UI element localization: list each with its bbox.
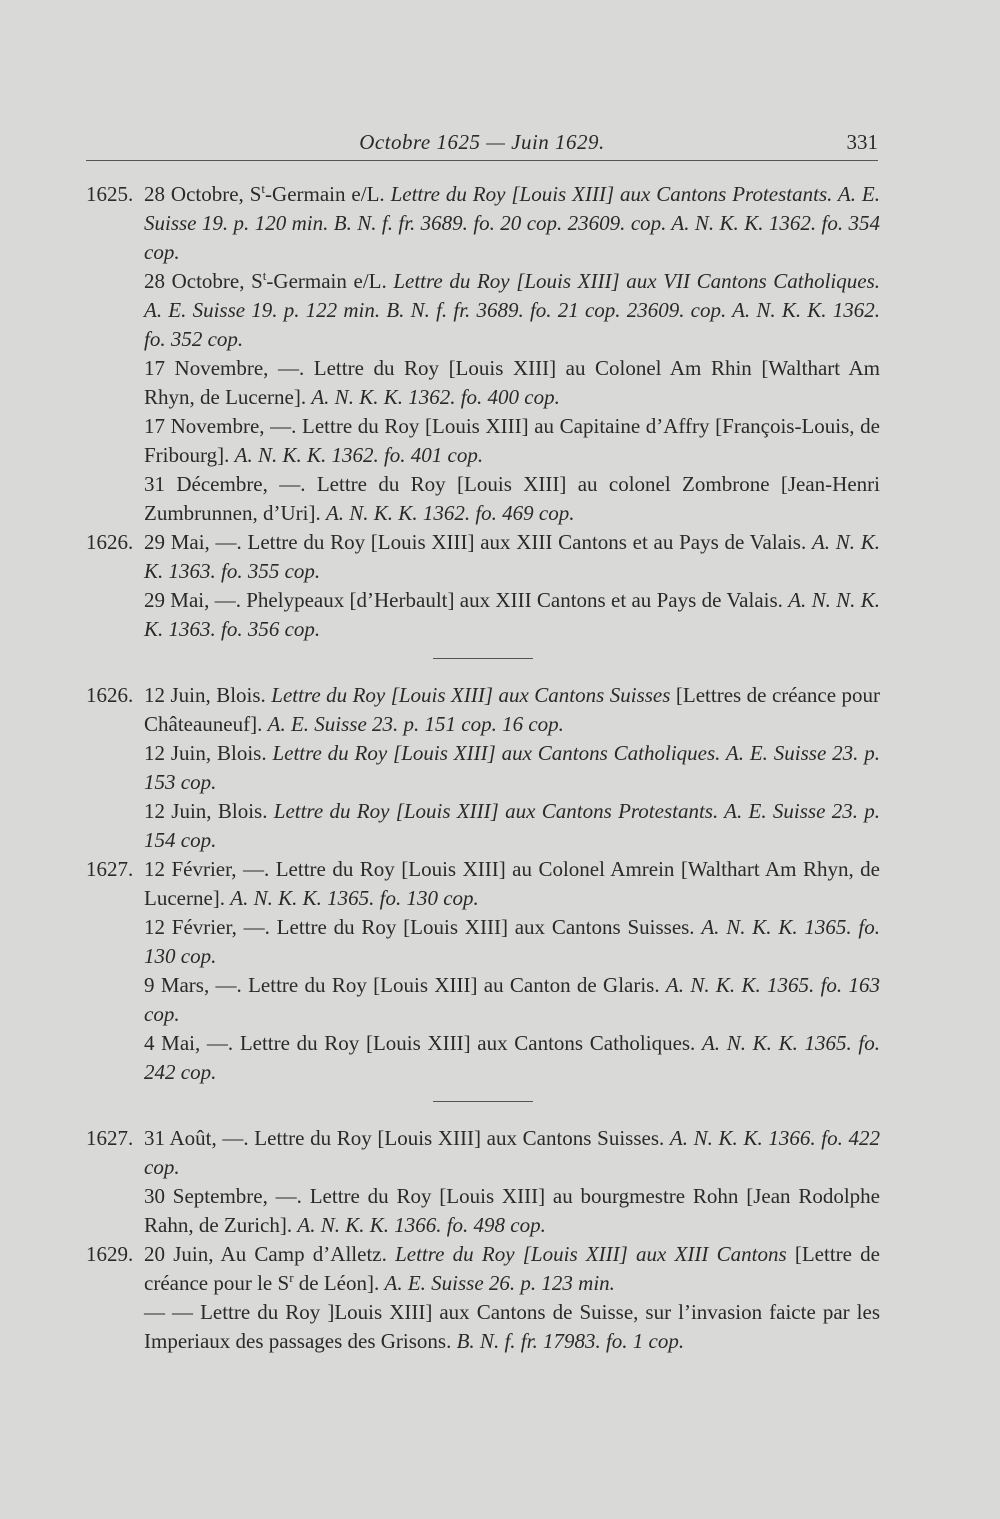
list-item: 1627. 12 Février, —. Lettre du Roy [Louis XIII] au Colonel Amrein [Walthart Am Rhyn, de Lucerne]. A. N. K. K. 1365. fo. 130 cop. [86,857,880,910]
list-item: 28 Octobre, $S^t$-Germain e/L. Lettre du Roy [Louis XIII] aux VII Cantons Catholiques. A. E. Suisse 19. p. 122 min. B. N. f. fr. 3689. fo. 21 cop. 23609. cop. A. N. K. K. 1362. fo. 352 cop. [144,268,880,351]
section-divider [433,1101,533,1102]
list-item: 9 Mars, —. Lettre du Roy [Louis XIII] au Canton de Glaris. A. N. K. K. 1365. fo. 163 cop. [144,973,880,1026]
list-item: 1627. 31 Août, —. Lettre du Roy [Louis XIII] aux Cantons Suisses. A. N. K. K. 1366. fo. 422 cop. [86,1126,880,1179]
header-title: Octobre 1625 — Juin 1629. [359,130,605,154]
header-rule [86,160,878,161]
list-item: 29 Mai, —. Phelypeaux [d’Herbault] aux XIII Cantons et au Pays de Valais. A. N. N. K. K. 1363. fo. 356 cop. [144,588,880,641]
list-item: 4 Mai, —. Lettre du Roy [Louis XIII] aux Cantons Catholiques. A. N. K. K. 1365. fo. 242 cop. [144,1031,880,1084]
list-item: 12 Février, —. Lettre du Roy [Louis XIII] aux Cantons Suisses. A. N. K. K. 1365. fo. 130 cop. [144,915,880,968]
list-item: 17 Novembre, —. Lettre du Roy [Louis XIII] au Capitaine d’Affry [François-Louis, de Fribourg]. A. N. K. K. 1362. fo. 401 cop. [144,414,880,467]
list-item: 1626. 12 Juin, Blois. Lettre du Roy [Louis XIII] aux Cantons Suisses [Lettres de créance pour Châteauneuf]. A. E. Suisse 23. p. 151 cop. 16 cop. [86,683,880,736]
document-body [86,180,880,1356]
list-item: — — Lettre du Roy ]Louis XIII] aux Cantons de Suisse, sur l’invasion faicte par les Imperiaux des passages des Grisons. B. N. f. fr. 17983. fo. 1 cop. [144,1300,880,1353]
list-item: 12 Juin, Blois. Lettre du Roy [Louis XIII] aux Cantons Catholiques. A. E. Suisse 23. p. 153 cop. [144,741,880,794]
list-item: 17 Novembre, —. Lettre du Roy [Louis XIII] au Colonel Am Rhin [Walthart Am Rhyn, de Lucerne]. A. N. K. K. 1362. fo. 400 cop. [144,356,880,409]
section-divider [433,658,533,659]
page-number: 331 [846,130,878,154]
list-item: 12 Juin, Blois. Lettre du Roy [Louis XIII] aux Cantons Protestants. A. E. Suisse 23. p. 154 cop. [144,799,880,852]
list-item: 1626. 29 Mai, —. Lettre du Roy [Louis XIII] aux XIII Cantons et au Pays de Valais. A. N. K. K. 1363. fo. 355 cop. [86,530,880,583]
list-item: 31 Décembre, —. Lettre du Roy [Louis XIII] au colonel Zombrone [Jean-Henri Zumbrunnen, d’Uri]. A. N. K. K. 1362. fo. 469 cop. [144,472,880,525]
list-item: 30 Septembre, —. Lettre du Roy [Louis XIII] au bourgmestre Rohn [Jean Rodolphe Rahn, de Zurich]. A. N. K. K. 1366. fo. 498 cop. [144,1184,880,1237]
running-header [86,126,878,158]
list-item: 1625. 28 Octobre, $S^t$-Germain e/L. Lettre du Roy [Louis XIII] aux Cantons Protestants. A. E. Suisse 19. p. 120 min. B. N. f. fr. 3689. fo. 20 cop. 23609. cop. A. N. K. K. 1362. fo. 354 cop. [86,181,880,264]
list-item: 1629. 20 Juin, Au Camp d’Alletz. Lettre du Roy [Louis XIII] aux XIII Cantons [Lettre de créance pour le $S^r$ de Léon]. A. E. Suisse 26. p. 123 min. [86,1242,881,1295]
